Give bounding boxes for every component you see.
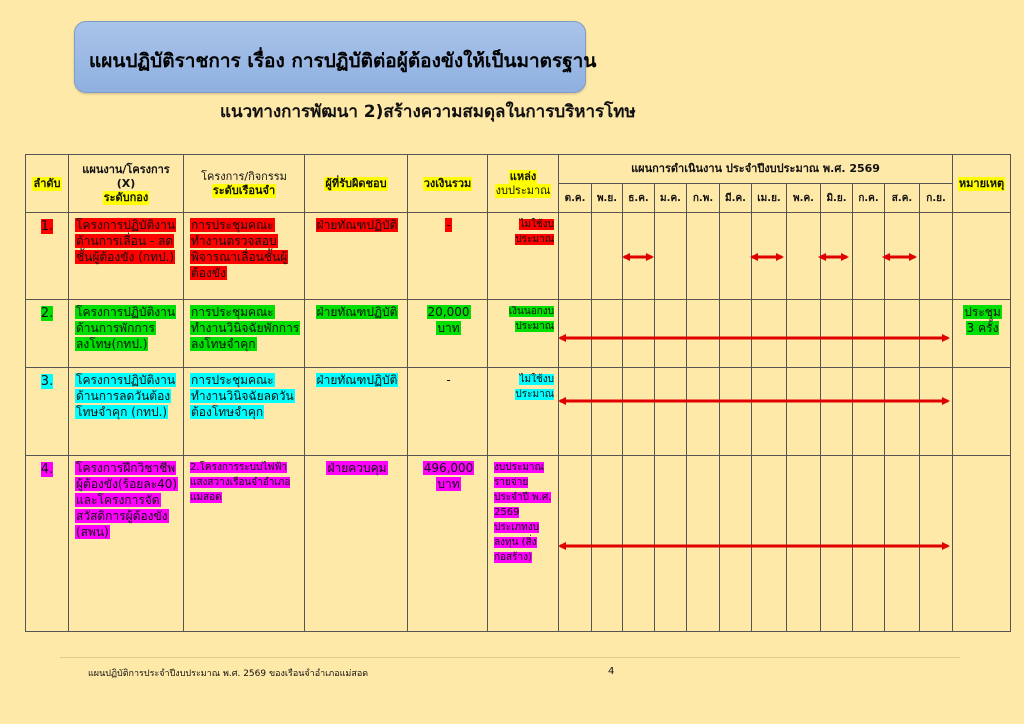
month-header: พ.ค. — [787, 184, 821, 213]
month-header: ก.พ. — [687, 184, 720, 213]
table-row — [26, 368, 1011, 456]
page-number: 4 — [608, 666, 615, 677]
row-no: 2. — [26, 300, 69, 368]
header-source: แหล่ง งบประมาณ — [488, 155, 559, 213]
row-plan: โครงการปฏิบัติงานด้านการลดวันต้องโทษจำคุก (กทป.) — [69, 368, 184, 456]
row-responsible: ฝ่ายทัณฑปฏิบัติ — [305, 300, 408, 368]
row-remark: ประชุม 3 ครั้ง — [953, 300, 1011, 368]
month-header: มี.ค. — [720, 184, 752, 213]
header-project: โครงการ/กิจกรรม ระดับเรือนจำ — [184, 155, 305, 213]
row-remark — [953, 456, 1011, 632]
header-no: ลำดับ — [26, 155, 69, 213]
month-header: ต.ค. — [559, 184, 592, 213]
row-budget: - — [408, 368, 488, 456]
row-project: การประชุมคณะทำงานตรวจสอบพิจารณาเลื่อนชั้นผู้ต้องขัง — [184, 213, 305, 300]
month-header: พ.ย. — [592, 184, 623, 213]
row-plan: โครงการฝึกวิชาชีพผู้ต้องขัง(ร้อยละ40) และโครงการจัดสวัสดิการผู้ต้องขัง (สพน) — [69, 456, 184, 632]
month-header: เม.ย. — [752, 184, 787, 213]
month-header: ธ.ค. — [623, 184, 655, 213]
row-plan: โครงการปฏิบัติงานด้านการพักการลงโทษ(กทป.) — [69, 300, 184, 368]
month-header: ก.ค. — [853, 184, 885, 213]
footer-divider — [60, 657, 960, 658]
row-plan: โครงการปฏิบัติงานด้านการเลื่อน - ลดชั้นผู้ต้องขัง (กทป.) — [69, 213, 184, 300]
plan-table — [25, 154, 1011, 632]
table-row — [26, 456, 1011, 632]
row-source: งบประมาณรายจ่ายประจำปี พ.ศ. 2569 ประเภทงบลงทุน (สิ่งก่อสร้าง) — [488, 456, 559, 632]
document-title: แผนปฏิบัติราชการ เรื่อง การปฏิบัติต่อผู้ต้องขังให้เป็นมาตรฐาน — [89, 50, 597, 72]
row-budget: - — [408, 213, 488, 300]
table-row — [26, 300, 1011, 368]
row-budget: 20,000 บาท — [408, 300, 488, 368]
month-header: ม.ค. — [655, 184, 687, 213]
header-remark: หมายเหตุ — [953, 155, 1011, 213]
month-header: ก.ย. — [920, 184, 953, 213]
month-header: มิ.ย. — [821, 184, 853, 213]
row-source: ไม่ใช้งบประมาณ — [488, 368, 559, 456]
row-responsible: ฝ่ายทัณฑปฏิบัติ — [305, 368, 408, 456]
row-remark — [953, 368, 1011, 456]
row-remark — [953, 213, 1011, 300]
document-subtitle: แนวทางการพัฒนา 2)สร้างความสมดุลในการบริหารโทษ — [220, 102, 636, 122]
table-row — [26, 213, 1011, 300]
row-source: เงินนอกงบประมาณ — [488, 300, 559, 368]
title-banner — [74, 21, 597, 93]
row-no: 1. — [26, 213, 69, 300]
month-header: ส.ค. — [885, 184, 920, 213]
header-plan: แผนงาน/โครงการ (X) ระดับกอง — [69, 155, 184, 213]
footer-text: แผนปฏิบัติการประจำปีงบประมาณ พ.ศ. 2569 ของเรือนจำอำเภอแม่สอด — [88, 669, 369, 679]
row-responsible: ฝ่ายควบคุม — [305, 456, 408, 632]
header-responsible: ผู้ที่รับผิดชอบ — [305, 155, 408, 213]
row-budget: 496,000 บาท — [408, 456, 488, 632]
header-schedule: แผนการดำเนินงาน ประจำปีงบประมาณ พ.ศ. 2569 — [559, 155, 953, 184]
row-no: 3. — [26, 368, 69, 456]
header-budget: วงเงินรวม — [408, 155, 488, 213]
row-project: 2.โครงการระบบไฟฟ้าแสงสว่างเรือนจำอำเภอแม่สอด — [184, 456, 305, 632]
row-no: 4. — [26, 456, 69, 632]
row-project: การประชุมคณะทำงานวินิจฉัยพักการลงโทษจำคุก — [184, 300, 305, 368]
row-responsible: ฝ่ายทัณฑปฏิบัติ — [305, 213, 408, 300]
row-source: ไม่ใช้งบประมาณ — [488, 213, 559, 300]
row-project: การประชุมคณะทำงานวินิจฉัยลดวันต้องโทษจำคุก — [184, 368, 305, 456]
